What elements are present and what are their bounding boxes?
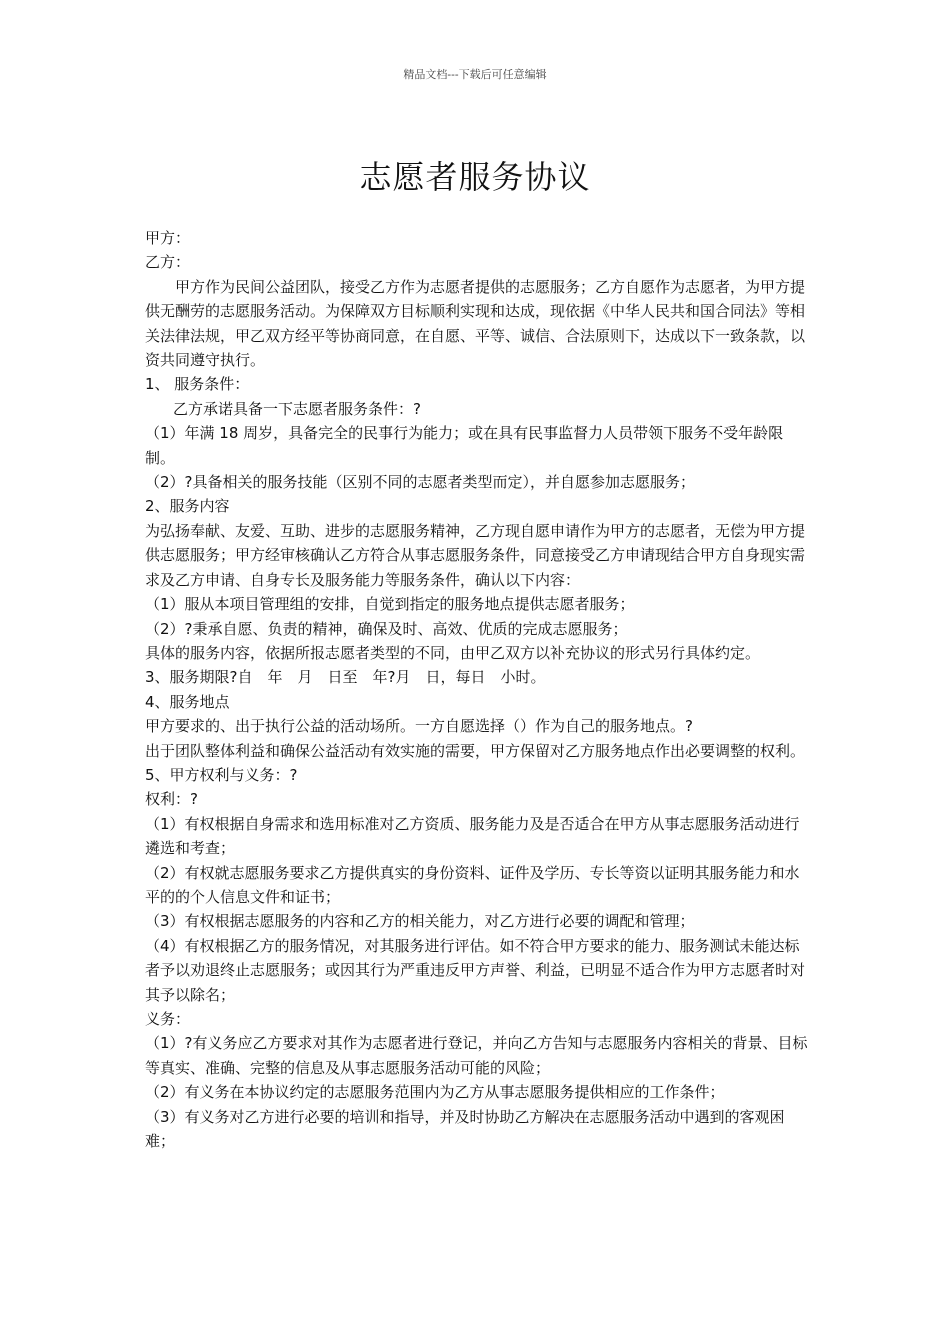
- party-a-line: 甲方：: [145, 229, 191, 247]
- section-2-item-1: （1）服从本项目管理组的安排，自觉到指定的服务地点提供志愿者服务；: [145, 595, 635, 614]
- duty-item-2: （2）有义务在本协议约定的志愿服务范围内为乙方从事志愿服务提供相应的工作条件；: [145, 1083, 725, 1102]
- duties-title: 义务：: [145, 1010, 191, 1028]
- section-2-title: 2、服务内容: [145, 497, 230, 516]
- section-2-item-2: （2）?秉承自愿、负责的精神，确保及时、高效、优质的完成志愿服务；: [145, 619, 628, 638]
- rights-title: 权利：?: [145, 790, 198, 809]
- right-item-3: （3）有权根据志愿服务的内容和乙方的相关能力，对乙方进行必要的调配和管理；: [145, 912, 695, 931]
- document-body: [145, 226, 809, 1153]
- section-4-title: 4、服务地点: [145, 692, 230, 711]
- duty-item-3: （3）有义务对乙方进行必要的培训和指导，并及时协助乙方解决在志愿服务活动中遇到的客观困难；: [145, 1107, 785, 1151]
- section-4-text-1: 甲方要求的、出于执行公益的活动场所。一方自愿选择（）作为自己的服务地点。?: [145, 717, 693, 736]
- page-header: 精品文档---下载后可任意编辑: [403, 68, 547, 81]
- section-1-title: 1、 服务条件：: [145, 375, 250, 394]
- section-1-item-2: （2）?具备相关的服务技能（区别不同的志愿者类型而定），并自愿参加志愿服务；: [145, 473, 696, 492]
- duty-item-1: （1）?有义务应乙方要求对其作为志愿者进行登记，并向乙方告知与志愿服务内容相关的背景、目标等真实、准确、完整的信息及从事志愿服务活动可能的风险；: [145, 1034, 808, 1077]
- section-3: 3、服务期限?自 年 月 日至 年?月 日，每日 小时。: [145, 668, 546, 687]
- right-item-1: （1）有权根据自身需求和选用标准对乙方资质、服务能力及是否适合在甲方从事志愿服务活动进行遴选和考查；: [145, 814, 800, 858]
- section-1-item-1: （1）年满 18 周岁，具备完全的民事行为能力；或在具有民事监督力人员带领下服务不受年龄限制。: [145, 424, 784, 467]
- section-1-lead: 乙方承诺具备一下志愿者服务条件：?: [173, 399, 421, 418]
- section-2-text-2: 具体的服务内容，依据所报志愿者类型的不同，由甲乙双方以补充协议的形式另行具体约定。: [145, 643, 761, 662]
- section-5-title: 5、甲方权利与义务：?: [145, 765, 298, 784]
- section-2-text: 为弘扬奉献、友爱、互助、进步的志愿服务精神，乙方现自愿申请作为甲方的志愿者，无偿为甲方提供志愿服务；甲方经审核确认乙方符合从事志愿服务条件，同意接受乙方申请现结合甲方自身现实需求及乙方申请、自身专长及服务能力等服务条件，确认以下内容：: [145, 521, 806, 589]
- section-4-text-2: 出于团队整体利益和确保公益活动有效实施的需要，甲方保留对乙方服务地点作出必要调整的权利。: [145, 741, 806, 760]
- document-title: 志愿者服务协议: [359, 158, 591, 196]
- party-b-line: 乙方：: [145, 253, 191, 272]
- right-item-4: （4）有权根据乙方的服务情况，对其服务进行评估。如不符合甲方要求的能力、服务测试未能达标者予以劝退终止志愿服务；或因其行为严重违反甲方声誉、利益，已明显不适合作为甲方志愿者时对其予以除名；: [145, 936, 806, 1004]
- intro-paragraph: 甲方作为民间公益团队，接受乙方作为志愿者提供的志愿服务；乙方自愿作为志愿者，为甲方提供无酬劳的志愿服务活动。为保障双方目标顺利实现和达成，现依据《中华人民共和国合同法》等相关法律法规，甲乙双方经平等协商同意，在自愿、平等、诚信、合法原则下，达成以下一致条款，以资共同遵守执行。: [145, 277, 806, 370]
- right-item-2: （2）有权就志愿服务要求乙方提供真实的身份资料、证件及学历、专长等资以证明其服务能力和水平的的个人信息文件和证书；: [145, 863, 800, 906]
